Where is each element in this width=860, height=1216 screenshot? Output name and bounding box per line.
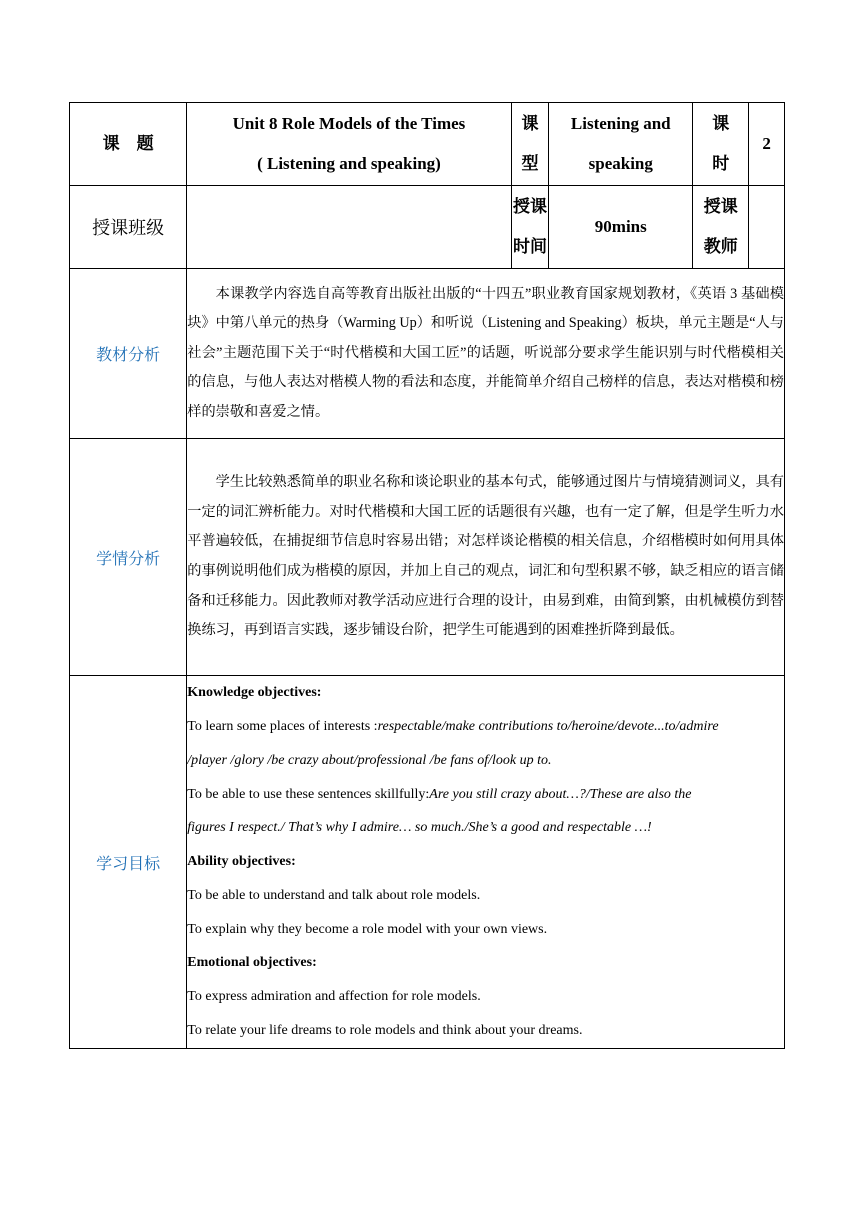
topic-label: 课 题 bbox=[102, 134, 154, 153]
hours-value: 2 bbox=[762, 134, 771, 153]
type-label-cell bbox=[511, 103, 549, 186]
knowledge-line-3-sentences: Are you still crazy about…?/These are also the bbox=[429, 786, 692, 802]
time-label-1: 授课 bbox=[512, 197, 547, 216]
teacher-label-cell bbox=[693, 186, 749, 269]
type-value-cell bbox=[549, 103, 693, 186]
objectives-label-cell bbox=[70, 676, 187, 1049]
teacher-value-cell bbox=[749, 186, 785, 269]
type-value-1: Listening and bbox=[570, 114, 671, 133]
student-analysis-label: 学情分析 bbox=[96, 550, 161, 568]
textbook-analysis-label: 教材分析 bbox=[96, 347, 161, 364]
emotional-line-2: To relate your life dreams to role models and think about your dreams. bbox=[187, 1023, 583, 1039]
teacher-label-2: 教师 bbox=[703, 237, 738, 256]
textbook-analysis-cell bbox=[187, 269, 785, 439]
class-label: 授课班级 bbox=[92, 218, 165, 238]
ability-line-1: To be able to understand and talk about role models. bbox=[187, 887, 481, 903]
hours-value-cell bbox=[749, 103, 785, 186]
hours-label-1: 课 bbox=[712, 114, 730, 133]
type-label-1: 课 bbox=[521, 114, 539, 133]
time-label-2: 时间 bbox=[512, 237, 547, 256]
time-value: 90mins bbox=[594, 217, 647, 236]
teacher-label-1: 授课 bbox=[703, 197, 738, 216]
lesson-title-cell bbox=[187, 103, 511, 186]
time-value-cell bbox=[549, 186, 693, 269]
hours-label-2: 时 bbox=[712, 154, 730, 173]
knowledge-line-1 bbox=[187, 710, 784, 744]
knowledge-line-2: /player /glory /be crazy about/professional /be fans of/look up to. bbox=[187, 752, 552, 768]
class-label-cell bbox=[70, 186, 187, 269]
ability-heading: Ability objectives: bbox=[187, 854, 296, 870]
students-label-cell bbox=[70, 439, 187, 676]
topic-label-cell bbox=[70, 103, 187, 186]
knowledge-line-1-words: respectable/make contributions to/heroine/devote...to/admire bbox=[377, 718, 719, 734]
type-label-2: 型 bbox=[521, 154, 539, 173]
textbook-analysis-text: 本课教学内容选自高等教育出版社出版的“十四五”职业教育国家规划教材，《英语 3 基础模块》中第八单元的热身（Warming Up）和听说（Listening and Speaking）板块，单元主题是“人与社会”主题范围下关于“时代楷模和大国工匠”的话题，听说部分要求学生能识别与时代楷模相关的信息，与他人表达对楷模人物的看法和态度，并能简单介绍自己榜样的信息，表达对楷模和榜样的崇敬和喜爱之情。 bbox=[187, 285, 784, 420]
objectives-cell bbox=[187, 676, 785, 1049]
class-value-cell bbox=[187, 186, 511, 269]
knowledge-line-4: figures I respect./ That’s why I admire… so much./She’s a good and respectable …! bbox=[187, 820, 652, 836]
knowledge-line-1-prefix: To learn some places of interests : bbox=[187, 718, 378, 734]
lesson-title-line2: ( Listening and speaking) bbox=[257, 154, 441, 173]
knowledge-line-3 bbox=[187, 778, 784, 812]
knowledge-heading: Knowledge objectives: bbox=[187, 685, 322, 701]
lesson-title-line1: Unit 8 Role Models of the Times bbox=[232, 114, 466, 133]
student-analysis-text: 学生比较熟悉简单的职业名称和谈论职业的基本句式，能够通过图片与情境猜测词义，具有一定的词汇辨析能力。对时代楷模和大国工匠的话题很有兴趣，也有一定了解，但是学生听力水平普遍较低，在捕捉细节信息时容易出错；对怎样谈论楷模的相关信息，介绍楷模时如何用具体的事例说明他们成为楷模的原因，并加上自己的观点，词汇和句型积累不够，缺乏相应的语言储备和迁移能力。因此教师对教学活动应进行合理的设计，由易到难，由简到繁，由机械模仿到替换练习，再到语言实践，逐步铺设台阶，把学生可能遇到的困难挫折降到最低。 bbox=[187, 474, 784, 639]
lesson-plan-table bbox=[69, 102, 785, 1049]
ability-line-2: To explain why they become a role model with your own views. bbox=[187, 921, 548, 937]
type-value-2: speaking bbox=[588, 154, 653, 173]
knowledge-line-3-prefix: To be able to use these sentences skillfully: bbox=[187, 786, 430, 802]
emotional-heading: Emotional objectives: bbox=[187, 955, 317, 971]
time-label-cell bbox=[511, 186, 549, 269]
student-analysis-cell bbox=[187, 439, 785, 676]
hours-label-cell bbox=[693, 103, 749, 186]
objectives-label: 学习目标 bbox=[96, 855, 161, 873]
textbook-label-cell bbox=[70, 269, 187, 439]
emotional-line-1: To express admiration and affection for role models. bbox=[187, 989, 481, 1005]
